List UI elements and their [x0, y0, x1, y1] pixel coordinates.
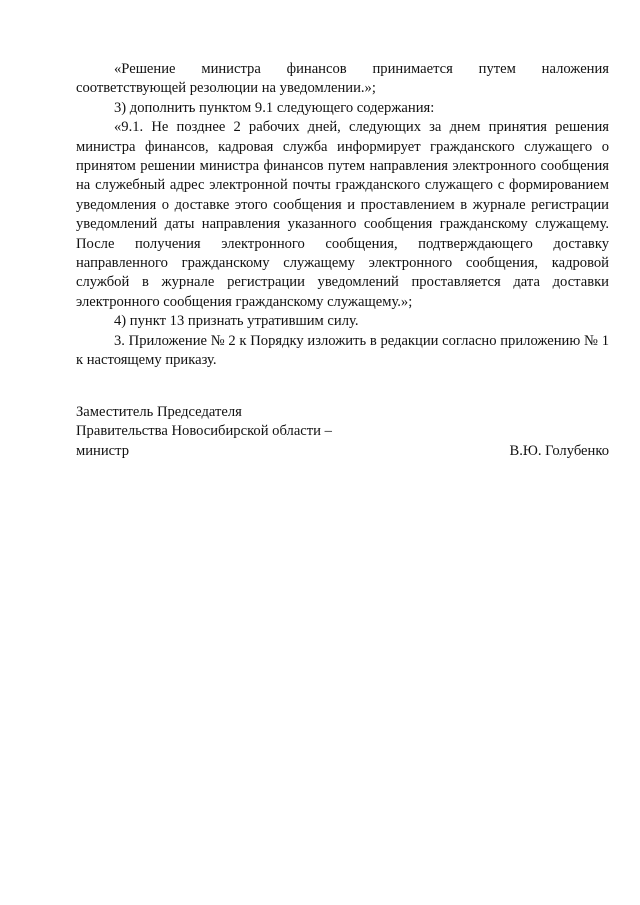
signature-block	[76, 403, 609, 461]
signatory-row	[76, 442, 609, 461]
paragraph-clause-13: 4) пункт 13 признать утратившим силу.	[114, 313, 359, 330]
signatory-title-line-2: Правительства Новосибирской области –	[76, 423, 332, 440]
paragraph-appendix: 3. Приложение № 2 к Порядку изложить в редакции согласно приложению № 1 к настоящему приказу.	[76, 332, 609, 369]
document-body	[76, 60, 609, 371]
signatory-title-line-3: министр	[76, 442, 129, 459]
paragraph-add-clause: 3) дополнить пунктом 9.1 следующего содержания:	[114, 99, 435, 116]
paragraph-resolution: «Решение министра финансов принимается путем наложения соответствующей резолюции на уведомлении.»;	[76, 61, 609, 97]
paragraph-clause-9-1: «9.1. Не позднее 2 рабочих дней, следующих за днем принятия решения министра финансов, кадровая служба информирует гражданского служащего о принятом решении министра финансов путем направления электронного сообщения на служебный адрес электронной почты гражданского служащего с формированием уведомления о доставке этого сообщения и проставлением в журнале регистрации уведомлений даты направления указанного сообщения гражданскому служащему. После получения электронного сообщения, подтверждающего доставку направленного гражданскому служащему электронного сообщения, кадровой службой в журнале регистрации уведомлений проставляется дата доставки электронного сообщения гражданскому служащему.»;	[76, 119, 609, 310]
signatory-title-line-1: Заместитель Председателя	[76, 404, 242, 420]
signatory-name: В.Ю. Голубенко	[509, 442, 609, 459]
